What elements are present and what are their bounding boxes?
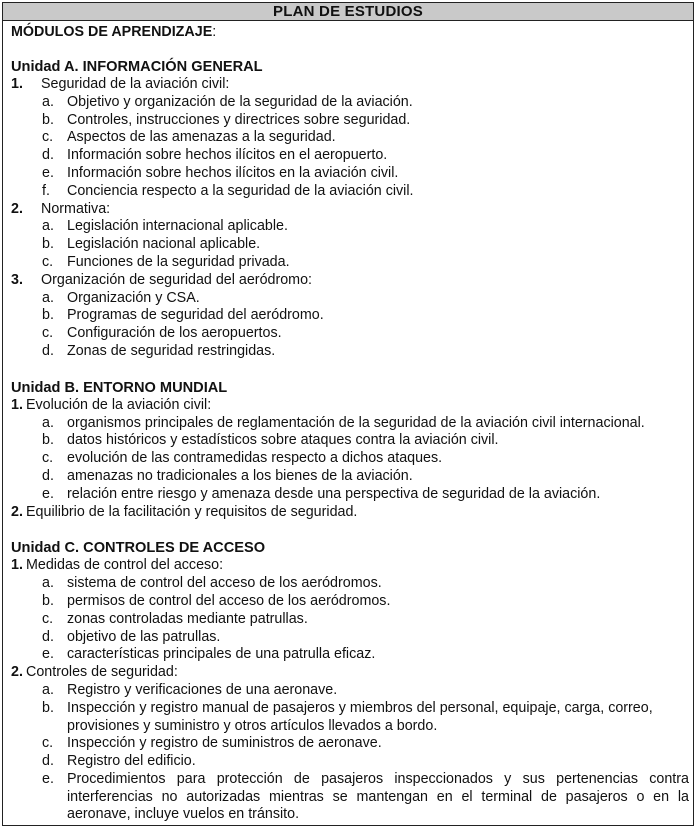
item-letter: a. [42, 575, 54, 592]
unit-title: Unidad B. ENTORNO MUNDIAL [11, 379, 228, 396]
list-item [11, 165, 693, 183]
list-item [11, 129, 693, 147]
section-heading [11, 201, 693, 219]
item-text: Procedimientos para protección de pasajeros inspeccionados y sus pertenencias contra interferencias no autorizadas mientras se mantengan en el terminal de pasajeros o en la aeronave, incluye vuelos en tránsito. [67, 770, 689, 823]
item-letter: c. [42, 610, 54, 627]
table-body [3, 21, 693, 824]
section-label: Medidas de control del acceso: [26, 557, 224, 574]
item-letter: f. [42, 182, 50, 199]
modules-heading [11, 23, 693, 41]
item-text: Registro del edificio. [67, 753, 196, 770]
item-text: Información sobre hechos ilícitos en la aviación civil. [67, 164, 399, 181]
item-text: Programas de seguridad del aeródromo. [67, 307, 324, 324]
list-item [11, 254, 693, 272]
list-item [11, 450, 693, 468]
section-heading [11, 397, 693, 415]
item-letter: b. [42, 432, 54, 449]
list-item [11, 112, 693, 130]
section-number: 2. [11, 200, 23, 217]
list-item [11, 700, 693, 736]
list-item [11, 682, 693, 700]
section-number: 1. [11, 396, 23, 413]
item-text: organismos principales de reglamentación de la seguridad de la aviación civil internacional. [67, 414, 645, 431]
item-letter: c. [42, 129, 54, 146]
item-text: objetivo de las patrullas. [67, 628, 221, 645]
section-label: Controles de seguridad: [26, 664, 178, 681]
item-letter: a. [42, 681, 54, 698]
list-item [11, 735, 693, 753]
list-item [11, 236, 693, 254]
item-text: Conciencia respecto a la seguridad de la aviación civil. [67, 182, 414, 199]
item-letter: a. [42, 289, 54, 306]
list-item [11, 771, 693, 824]
item-letter: e. [42, 164, 54, 181]
item-letter: c. [42, 450, 54, 467]
curriculum-table [2, 2, 694, 826]
item-text: Inspección y registro de suministros de aeronave. [67, 735, 382, 752]
list-item [11, 575, 693, 593]
item-letter: d. [42, 753, 54, 770]
list-item [11, 218, 693, 236]
section-number: 2. [11, 664, 23, 681]
item-text: características principales de una patrulla eficaz. [67, 646, 376, 663]
item-text: Organización y CSA. [67, 289, 200, 306]
item-text: amenazas no tradicionales a los bienes de la aviación. [67, 467, 413, 484]
item-text: Legislación nacional aplicable. [67, 236, 261, 253]
item-text: sistema de control del acceso de los aeródromos. [67, 575, 382, 592]
section-label: Normativa: [41, 200, 111, 217]
unit-c [11, 539, 693, 824]
item-text: Inspección y registro manual de pasajeros y miembros del personal, equipaje, carga, correo, provisiones y suministro y otros artículos llevados a bordo. [67, 699, 653, 734]
item-letter: d. [42, 147, 54, 164]
unit-b [11, 379, 693, 522]
section-label: Organización de seguridad del aeródromo: [41, 271, 313, 288]
item-letter: d. [42, 467, 54, 484]
item-text: Zonas de seguridad restringidas. [67, 342, 276, 359]
item-letter: c. [42, 325, 54, 342]
item-letter: a. [42, 414, 54, 431]
item-letter: b. [42, 111, 54, 128]
item-letter: a. [42, 218, 54, 235]
item-letter: c. [42, 253, 54, 270]
unit-title: Unidad C. CONTROLES DE ACCESO [11, 540, 266, 557]
section-label: Seguridad de la aviación civil: [41, 76, 230, 92]
modules-heading-text: MÓDULOS DE APRENDIZAJE [11, 24, 213, 40]
list-item [11, 753, 693, 771]
unit-title: Unidad A. INFORMACIÓN GENERAL [11, 59, 263, 75]
item-letter: e. [42, 646, 54, 663]
table-header: PLAN DE ESTUDIOS [3, 3, 693, 21]
modules-heading-colon: : [212, 24, 217, 40]
list-item [11, 183, 693, 201]
section-number: 3. [11, 271, 23, 288]
list-item [11, 147, 693, 165]
unit-a [11, 58, 693, 361]
item-text: Registro y verificaciones de una aeronave. [67, 681, 338, 698]
item-text: datos históricos y estadísticos sobre ataques contra la aviación civil. [67, 432, 499, 449]
list-item [11, 290, 693, 308]
section-number: 2. [11, 503, 23, 520]
item-text: Controles, instrucciones y directrices sobre seguridad. [67, 111, 411, 128]
section-number: 1. [11, 557, 23, 574]
item-letter: b. [42, 699, 54, 716]
section-heading [11, 504, 693, 522]
list-item [11, 611, 693, 629]
item-letter: c. [42, 735, 54, 752]
list-item [11, 415, 693, 433]
item-letter: d. [42, 342, 54, 359]
list-item [11, 486, 693, 504]
section-number: 1. [11, 76, 23, 92]
item-text: Aspectos de las amenazas a la seguridad. [67, 129, 336, 146]
list-item [11, 343, 693, 361]
list-item [11, 468, 693, 486]
item-text: zonas controladas mediante patrullas. [67, 610, 308, 627]
list-item [11, 432, 693, 450]
item-text: Información sobre hechos ilícitos en el aeropuerto. [67, 147, 388, 164]
item-letter: b. [42, 236, 54, 253]
section-heading [11, 76, 693, 94]
list-item [11, 325, 693, 343]
item-letter: b. [42, 307, 54, 324]
item-text: evolución de las contramedidas respecto a dichos ataques. [67, 450, 443, 467]
list-item [11, 593, 693, 611]
list-item [11, 646, 693, 664]
item-text: Funciones de la seguridad privada. [67, 253, 290, 270]
list-item [11, 629, 693, 647]
section-label: Equilibrio de la facilitación y requisitos de seguridad. [26, 503, 358, 520]
item-letter: a. [42, 93, 54, 110]
item-text: Configuración de los aeropuertos. [67, 325, 282, 342]
item-letter: e. [42, 485, 54, 502]
item-text: Objetivo y organización de la seguridad de la aviación. [67, 93, 413, 110]
item-text: Legislación internacional aplicable. [67, 218, 288, 235]
item-letter: d. [42, 628, 54, 645]
list-item [11, 94, 693, 112]
item-letter: e. [42, 770, 54, 787]
item-letter: b. [42, 592, 54, 609]
section-heading [11, 272, 693, 290]
list-item [11, 307, 693, 325]
item-text: relación entre riesgo y amenaza desde una perspectiva de seguridad de la aviación. [67, 485, 601, 502]
section-heading [11, 557, 693, 575]
item-text: permisos de control del acceso de los aeródromos. [67, 592, 391, 609]
section-label: Evolución de la aviación civil: [26, 396, 212, 413]
section-heading [11, 664, 693, 682]
